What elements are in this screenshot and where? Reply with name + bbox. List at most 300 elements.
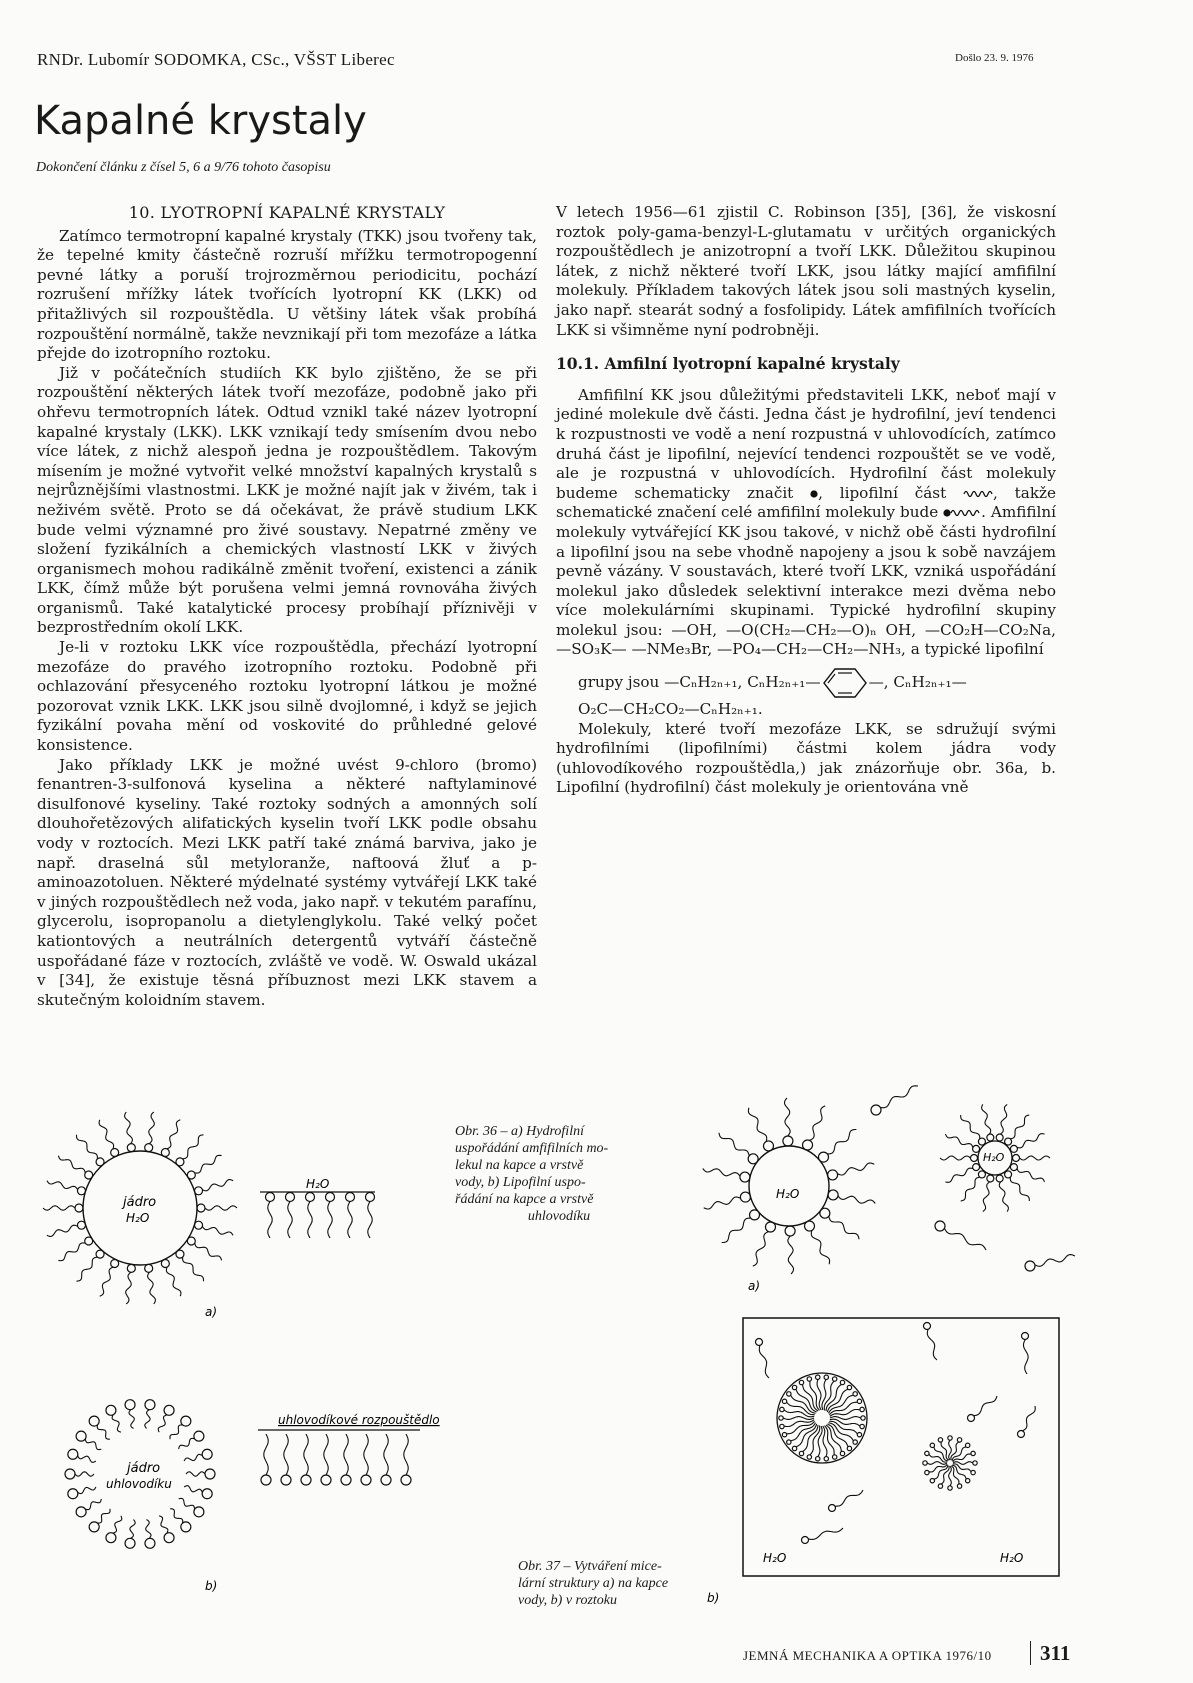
lipophilic-tail <box>159 1516 168 1533</box>
hydrophilic-head <box>1025 1261 1035 1271</box>
paragraph: V letech 1956—61 zjistil C. Robinson [35], [36], že viskosní roztok poly-gama-benzyl-L-glutamatu v určitých organických rozpouštědlech je anizotropní a tvoří LKK. Důležitou skupinou látek, z nichž některé tvoří LKK, jsou látky mající amfifilní molekuly. Příkladem takových látek jsou soli mastných kyselin, jako např. stearát sodný a fosfolipidy. Látek amfifilních tvořících LKK si všimněme nyní podrobněji. <box>556 203 1056 339</box>
lipophilic-tail <box>1023 1406 1036 1431</box>
hydrophilic-head <box>780 1424 784 1428</box>
lipophilic-tail <box>983 1182 990 1212</box>
hydrophilic-head <box>799 1451 803 1455</box>
hydrophilic-head <box>85 1237 93 1245</box>
hydrophilic-head <box>181 1522 191 1532</box>
lipophilic-tail <box>99 1120 114 1149</box>
hydrophilic-head <box>77 1187 85 1195</box>
hydrophilic-head <box>828 1170 838 1180</box>
hydrophilic-head <box>195 1221 203 1229</box>
paragraph-amfifilni <box>556 386 1056 660</box>
hydrophilic-head <box>818 1152 828 1162</box>
lipophilic-tail <box>825 1426 835 1455</box>
lipophilic-tail <box>838 1163 875 1175</box>
hydrophilic-head <box>923 1461 927 1465</box>
hydrophilic-head <box>187 1171 195 1179</box>
lipophilic-tail <box>944 1228 986 1250</box>
layer-label: H₂O <box>306 1177 330 1191</box>
hydrophilic-head <box>756 1339 763 1346</box>
hydrophilic-head <box>1005 1171 1012 1178</box>
lipophilic-tail <box>1010 1177 1029 1201</box>
hydrophilic-head <box>96 1158 104 1166</box>
lipophilic-tail <box>1035 1255 1075 1267</box>
lipophilic-tail <box>404 1434 408 1475</box>
hydrophilic-head <box>978 1138 985 1145</box>
lipophilic-tail <box>1001 1104 1008 1134</box>
hydrophilic-head <box>145 1400 155 1410</box>
hydrophilic-head <box>847 1446 851 1450</box>
lipophilic-tail <box>748 1108 766 1142</box>
hydrophilic-head <box>965 1443 969 1447</box>
lipophilic-tail <box>58 1156 85 1173</box>
hydrophilic-head <box>807 1377 811 1381</box>
lipophilic-tail <box>835 1490 863 1506</box>
hydrophilic-head <box>1022 1333 1029 1340</box>
hydrophilic-head <box>111 1259 119 1267</box>
left-column <box>37 203 537 1010</box>
lipophilic-tail <box>817 1379 821 1410</box>
lipophilic-tail <box>146 1520 151 1539</box>
lipophilic-tail <box>170 1509 183 1523</box>
author-line: RNDr. Lubomír SODOMKA, CSc., VŠST Liberec <box>37 50 395 69</box>
hydrophilic-head <box>968 1415 975 1422</box>
lipophilic-tail <box>75 1472 94 1476</box>
footer-divider <box>1030 1641 1031 1665</box>
hydrophilic-head <box>75 1204 83 1212</box>
hydrophilic-head <box>266 1193 275 1202</box>
journal-footer: JEMNÁ MECHANIKA A OPTIKA 1976/10 <box>743 1648 992 1663</box>
lipophilic-tail <box>927 1329 937 1360</box>
lipophilic-tail <box>129 1410 134 1429</box>
lipophilic-tail <box>167 1120 180 1149</box>
hydrophilic-head <box>161 1259 169 1267</box>
hydrophilic-head <box>787 1440 791 1444</box>
amphiphile-symbol-icon <box>943 508 981 518</box>
lipophilic-tail <box>183 1135 204 1159</box>
lipophilic-tail <box>788 1236 794 1274</box>
hydrophilic-head <box>973 1164 980 1171</box>
lipophilic-tail <box>149 1112 155 1144</box>
lipophilic-tail <box>759 1345 769 1378</box>
hydrophilic-head <box>971 1155 978 1162</box>
lipophilic-tail <box>1020 1156 1051 1160</box>
hydrophilic-head <box>785 1226 795 1236</box>
micelle-boundary <box>777 1373 867 1463</box>
hydrophilic-head <box>125 1538 135 1548</box>
hydrophilic-head <box>840 1380 844 1384</box>
hydrophilic-head <box>799 1380 803 1384</box>
figure-36b <box>30 1362 460 1602</box>
lipophilic-tail <box>58 1243 85 1261</box>
lipophilic-tail <box>268 1202 272 1239</box>
lipophilic-groups <box>556 666 1056 700</box>
hydrophilic-head <box>828 1190 838 1200</box>
lipophilic-tail <box>953 1464 971 1472</box>
hydrophilic-head <box>326 1193 335 1202</box>
lipophilic-symbol-icon <box>963 489 993 499</box>
solvent-label: H₂O <box>1000 1551 1024 1565</box>
hydrophilic-head <box>194 1431 204 1441</box>
hydrophilic-head <box>750 1210 760 1220</box>
lipophilic-tail <box>951 1466 959 1484</box>
hydrophilic-head <box>957 1484 961 1488</box>
benzene-ring-icon <box>821 666 869 700</box>
hydrophilic-head <box>740 1192 750 1202</box>
hydrophilic-head <box>971 1451 975 1455</box>
right-column <box>556 203 1056 798</box>
caption-line: lekul na kapce a vrstvě <box>455 1158 584 1173</box>
hydrophilic-head <box>971 1470 975 1474</box>
section-heading: 10. LYOTROPNÍ KAPALNÉ KRYSTALY <box>128 203 446 222</box>
hydrophilic-head <box>857 1432 861 1436</box>
lipophilic-tail <box>78 1456 96 1463</box>
hydrophilic-head <box>973 1145 980 1152</box>
lipophilic-tail <box>982 1104 991 1134</box>
lipophilic-tail <box>43 1206 75 1210</box>
hydrophilic-head <box>106 1533 116 1543</box>
lipophilic-tail <box>1024 1340 1029 1375</box>
solution-content <box>756 1323 1036 1544</box>
hydrophilic-head <box>832 1455 836 1459</box>
hydrophilic-head <box>286 1193 295 1202</box>
layer-label: uhlovodíkové rozpouštědlo <box>278 1413 440 1427</box>
lipophilic-tail <box>810 1381 820 1410</box>
water-layer <box>260 1192 375 1238</box>
hydrophilic-head <box>176 1250 184 1258</box>
lipophilic-tail <box>384 1434 388 1475</box>
hydrophilic-head <box>197 1204 205 1212</box>
lipophilic-tail <box>810 1106 826 1141</box>
lipophilic-tail <box>179 1438 195 1449</box>
hydrophilic-head <box>853 1392 857 1396</box>
hydrophilic-head <box>202 1449 212 1459</box>
hydrophilic-head <box>938 1484 942 1488</box>
hydrophilic-head <box>783 1136 793 1146</box>
hydrophilic-head <box>763 1141 773 1151</box>
hydrophilic-head <box>802 1537 809 1544</box>
lipophilic-tail <box>941 1466 949 1484</box>
hydrophilic-head <box>824 1457 828 1461</box>
lipophilic-tail <box>97 1425 110 1439</box>
lipophilic-tail <box>166 1267 181 1296</box>
hydrophilic-head <box>381 1475 391 1485</box>
hydrophilic-head <box>973 1461 977 1465</box>
figure-label: b) <box>707 1591 720 1605</box>
lipophilic-tail <box>1017 1134 1045 1148</box>
hydrophilic-head <box>205 1469 215 1479</box>
lipophilic-tail <box>113 1516 122 1533</box>
hydrophilic-head <box>824 1375 828 1379</box>
hydrophilic-head <box>816 1457 820 1461</box>
hydrophilic-head <box>938 1438 942 1442</box>
lipophilic-tail <box>202 1226 233 1235</box>
hydrophilic-groups: —OH, —O(CH₂—CH₂—O)ₙ OH, —CO₂H—CO₂Na, —SO₃K— —NMe₃Br, —PO₄—CH₂—CH₂—NH₃, a typické lipofilní <box>556 620 1057 659</box>
lipophilic-tail <box>195 1243 222 1260</box>
lipophilic-tail <box>1010 1115 1029 1139</box>
hydrophilic-head <box>803 1140 813 1150</box>
lipophilic-tail <box>100 1267 113 1296</box>
hydrophilic-head <box>306 1193 315 1202</box>
lipophilic-tail <box>184 1486 202 1493</box>
lipophilic-tail <box>186 1472 205 1476</box>
micelle-large <box>703 1098 875 1274</box>
hydrophilic-head <box>924 1323 931 1330</box>
lipophilic-tail <box>125 1112 133 1144</box>
page-number: 311 <box>1040 1641 1071 1665</box>
lipophilic-tail <box>324 1434 328 1475</box>
lipophilic-tail <box>195 1155 222 1173</box>
hydrophilic-head <box>996 1134 1003 1141</box>
hydrophilic-head <box>987 1175 994 1182</box>
caption-line: řádání na kapce a vrstvě <box>455 1192 594 1207</box>
hydrophilic-head <box>829 1505 836 1512</box>
lipophilic-tail <box>145 1410 150 1429</box>
container-frame <box>743 1318 1059 1576</box>
text-run: . Amfifilní molekuly vytvářející KK jsou takové, v nichž obě části hydrofilní a lipofilní jsou na sebe vhodně napojeny a jsou k sobě navzájem pevně vázány. V soustavách, které tvoří LKK, vzniká uspořádání molekul jako důsledek selektivní interakce mezi dvěma nebo více molekulárními skupinami. Typické hydrofilní skupiny molekul jsou: <box>556 503 1057 639</box>
hydrophilic-head <box>779 1416 783 1420</box>
lipophilic-tail <box>719 1133 749 1156</box>
lipophilic-tail <box>929 1464 947 1472</box>
hydrophilic-head <box>871 1105 881 1115</box>
lipophilic-tail <box>703 1169 740 1177</box>
lipophilic-tail <box>951 1442 959 1460</box>
lipophilic-tail <box>304 1434 308 1475</box>
hydrophilic-head <box>780 1407 784 1411</box>
lipophilic-tail <box>288 1202 292 1239</box>
hydrophilic-head <box>194 1507 204 1517</box>
hydrocarbon-layer <box>258 1430 420 1485</box>
hydrophilic-head <box>860 1407 864 1411</box>
hydrophilic-head <box>145 1538 155 1548</box>
figure-36a <box>30 1108 450 1328</box>
hydrophilic-head <box>782 1432 786 1436</box>
lipophilic-tail <box>112 1415 121 1432</box>
text-run: , takže schematické značení celé amfifilní molekuly bude <box>556 483 1057 522</box>
hydrophilic-head <box>341 1475 351 1485</box>
lipophilic-tail <box>308 1202 312 1239</box>
paragraph: Zatímco termotropní kapalné krystaly (TKK) jsou tvořeny tak, že tepelné kmity částečně rozruší mřížku termotropogenní pevné látky a poruší trojrozměrnou periodicitu, pochází rozrušení mřížky látek tvořících lyotropní KK (LKK) od přitažlivých sil rozpouštědla. U většiny látek však probíhá rozpouštění normálně, takže nevznikají při tom mezofáze a látka přejde do izotropního roztoku. <box>37 226 537 363</box>
figure-36-caption <box>455 1123 663 1225</box>
hydrophilic-head <box>77 1221 85 1229</box>
hydrophilic-head <box>111 1149 119 1157</box>
lipophilic-tail <box>929 1454 947 1462</box>
lipophilic-tail <box>183 1257 204 1281</box>
figure-37a <box>690 1078 1090 1308</box>
lipophilic-tail <box>179 1498 195 1509</box>
hydrophilic-head <box>125 1400 135 1410</box>
hydrophilic-symbol-icon <box>810 490 818 498</box>
hydrophilic-head <box>281 1475 291 1485</box>
lipophilic-tail <box>364 1434 368 1475</box>
hydrophilic-head <box>366 1193 375 1202</box>
lipophilic-tail <box>827 1130 856 1154</box>
text-run: grupy jsou —CₙH₂ₙ₊₁, CₙH₂ₙ₊₁— <box>578 673 821 692</box>
hydrophilic-head <box>1018 1431 1025 1438</box>
article-subtitle: Dokončení článku z čísel 5, 6 a 9/76 tohoto časopisu <box>36 160 331 175</box>
hydrophilic-head <box>987 1134 994 1141</box>
hydrophilic-head <box>957 1438 961 1442</box>
hydrophilic-head <box>765 1222 775 1232</box>
lipophilic-tail <box>940 1156 971 1160</box>
lipophilic-tail <box>811 1231 829 1265</box>
subsection-heading: 10.1. Amfilní lyotropní kapalné krystaly <box>556 354 900 374</box>
lipophilic-tail <box>170 1425 183 1439</box>
lipophilic-tail <box>158 1415 167 1432</box>
hydrophilic-head <box>930 1478 934 1482</box>
lipophilic-tail <box>818 1426 822 1457</box>
lipophilic-tail <box>284 1434 288 1475</box>
text-run: Amfifilní KK jsou důležitými představiteli LKK, neboť mají v jediné molekule dvě části. Jedna část je hydrofilní, jeví tendenci k rozpustnosti ve vodě a není rozpustná v uhlovodících, zatímco druhá část je lipofilní, nejevící tendenci rozpouštět se ve vodě, ale je rozpustná v uhlovodících. Hydrofilní část molekuly budeme schematicky značit <box>556 385 1056 502</box>
hydrophilic-head <box>840 1451 844 1455</box>
hydrophilic-head <box>89 1416 99 1426</box>
hydrophilic-head <box>145 1264 153 1272</box>
hydrophilic-head <box>807 1455 811 1459</box>
caption-line: vody, b) Lipofilní uspo- <box>455 1175 586 1190</box>
micelle-core <box>749 1146 829 1226</box>
lipophilic-tail <box>184 1454 202 1461</box>
free-molecules <box>871 1086 1075 1271</box>
hydrophilic-head <box>948 1486 952 1490</box>
lipophilic-tail <box>704 1197 741 1209</box>
hydrophilic-head <box>860 1424 864 1428</box>
hydrophilic-head <box>857 1399 861 1403</box>
hydrophilic-head <box>65 1469 75 1479</box>
hydrophilic-head <box>321 1475 331 1485</box>
lipophilic-tail <box>823 1426 827 1457</box>
figure-37-caption <box>518 1558 728 1609</box>
lipophilic-tail <box>85 1499 101 1510</box>
hydrophilic-head <box>740 1172 750 1182</box>
core-label: H₂O <box>126 1211 150 1225</box>
core-label: jádro <box>123 1195 157 1210</box>
lipophilic-tail <box>822 1379 826 1410</box>
micelle-label: H₂O <box>776 1187 800 1201</box>
lipophilic-tail <box>753 1232 769 1267</box>
hydrophilic-head <box>164 1533 174 1543</box>
hydrophilic-head <box>164 1405 174 1415</box>
hydrophilic-head <box>832 1377 836 1381</box>
lipophilic-tail <box>78 1487 96 1494</box>
hydrophilic-head <box>76 1507 86 1517</box>
paragraph: Molekuly, které tvoří mezofáze LKK, se sdružují svými hydrofilními (lipofilními) částmi kolem jádra vody (uhlovodíkového rozpouštědla,) jak znázorňuje obr. 36a, b. Lipofilní (hydrofilní) část molekuly je orientována vně <box>556 719 1056 797</box>
lipophilic-tail <box>808 1528 843 1539</box>
caption-line: lární struktury a) na kapce <box>518 1576 669 1591</box>
hydrophilic-head <box>187 1237 195 1245</box>
text-run: —, CₙH₂ₙ₊₁— <box>868 673 967 692</box>
lipophilic-tail <box>953 1454 971 1462</box>
lipophilic-tail <box>974 1396 997 1416</box>
core-label: uhlovodíku <box>106 1477 172 1491</box>
hydrophilic-head <box>202 1489 212 1499</box>
lipophilic-tail <box>130 1520 135 1539</box>
lipophilic-tail <box>126 1272 132 1304</box>
hydrophilic-head <box>68 1489 78 1499</box>
text-run: , lipofilní část <box>818 483 947 502</box>
hydrophilic-head <box>948 1436 952 1440</box>
lipophilic-tail <box>77 1257 98 1281</box>
hydrophilic-head <box>76 1431 86 1441</box>
core-label: jádro <box>127 1461 161 1476</box>
paragraph: Je-li v roztoku LKK více rozpouštědla, přechází lyotropní mezofáze do pravého izotropního roztoku. Podobně při ochlazování přesyceného roztoku lyotropní látkou je možné pozorovat vznik LKK. LKK jsou silně dvojlomné, i když se jejich fyzikální povaha mění od voskovité do průhledné gelové konsistence. <box>37 638 537 755</box>
figure-label: a) <box>748 1279 761 1293</box>
lipophilic-tail <box>829 1216 859 1239</box>
hydrophilic-head <box>127 1264 135 1272</box>
hydrophilic-head <box>925 1470 929 1474</box>
hydrophilic-head <box>161 1149 169 1157</box>
caption-line: Obr. 36 – a) Hydrofilní <box>455 1124 584 1139</box>
hydrophilic-head <box>127 1144 135 1152</box>
hydrophilic-head <box>145 1144 153 1152</box>
lipophilic-tail <box>202 1180 233 1191</box>
lipophilic-tail <box>348 1202 352 1239</box>
lipophilic-tail <box>722 1218 751 1242</box>
lipophilic-tail <box>961 1115 980 1139</box>
micelle-label: H₂O <box>983 1151 1005 1164</box>
hydrophilic-head <box>935 1221 945 1231</box>
lipophilic-tail <box>85 1439 101 1450</box>
hydrophilic-head <box>361 1475 371 1485</box>
lipophilic-tail <box>205 1206 237 1210</box>
hydrophilic-head <box>1010 1145 1017 1152</box>
lipophilic-tail <box>47 1225 78 1236</box>
hydrophilic-head <box>965 1478 969 1482</box>
hydrophilic-head <box>930 1443 934 1447</box>
lipophilic-tail <box>880 1086 918 1108</box>
lipophilic-tail <box>97 1509 110 1523</box>
hydrophilic-head <box>85 1171 93 1179</box>
lipophilic-tail <box>1017 1169 1045 1182</box>
hydrophilic-head <box>1010 1164 1017 1171</box>
caption-line: uhlovodíku <box>527 1209 591 1224</box>
hydrophilic-head <box>782 1399 786 1403</box>
hydrophilic-head <box>261 1475 271 1485</box>
figure-label: b) <box>205 1579 218 1593</box>
hydrophilic-head <box>401 1475 411 1485</box>
paragraph: Jako příklady LKK je možné uvést 9-chloro (bromo) fenantren-3-sulfonová kyselina a některé naftylaminové disulfonové kyseliny. Také roztoky sodných a amonných solí dlouhořetězových alifatických kyselin tvoří LKK podle obsahu vody v roztocích. Mezi LKK patří také známá barviva, jako je např. draselná sůl metyloranže, naftoová žluť a p-aminoazotoluen. Některé mýdelnaté systémy vytvářejí LKK také v jiných rozpouštědlech než voda, jako např. v tekutém parafínu, glycerolu, isopropanolu a dietylenglykolu. Také velký počet kationtových a neutrálních detergentů vytváří částečně uspořádané fáze v roztocích, zvláště ve vodě. W. Oswald ukázal v [34], že existuje těsná příbuznost mezi LKK stavem a skutečným koloidním stavem. <box>37 755 537 1009</box>
hydrophilic-head <box>996 1175 1003 1182</box>
hydrophilic-head <box>106 1405 116 1415</box>
lipophilic-tail <box>941 1442 949 1460</box>
hydrophilic-head <box>195 1187 203 1195</box>
hydrophilic-head <box>861 1416 865 1420</box>
figure-37b <box>707 1308 1065 1610</box>
lipophilic-tail <box>47 1181 78 1190</box>
lipophilic-tail <box>264 1434 268 1475</box>
hydrophilic-head <box>792 1385 796 1389</box>
lipophilic-tail <box>77 1135 98 1159</box>
formula-line: O₂C—CH₂CO₂—CₙH₂ₙ₊₁. <box>578 700 763 719</box>
hydrophilic-head <box>301 1475 311 1485</box>
caption-line: Obr. 37 – Vytváření mice- <box>518 1559 662 1574</box>
caption-line: vody, b) v roztoku <box>518 1593 618 1608</box>
lipophilic-tail <box>785 1098 791 1136</box>
lipophilic-tail <box>328 1202 332 1239</box>
paragraph: Již v počátečních studiích KK bylo zjištěno, že se při rozpouštění některých látek tvoří mezofáze, podobně jako při ohřevu termotropních látek. Odtud vznikl také název lyotropní kapalné krystaly (LKK). LKK vznikají tedy smísením dvou nebo více látek, z nichž alespoň jedna je rozpouštědlem. Takovým mísením je možné vytvořit velké množství kapalných krystalů s nejrůznějšími vlastnostmi. LKK je možné najít jak v živém, tak i neživém světě. Proto se dá očekávat, že právě studium LKK bude velmi významné pro živé soustavy. Nepatrné změny ve složení fyzikálních a chemických vlastností LKK v živých organismech mohou radikálně změnit tvoření, existenci a zánik LKK, čímž může být porušena velmi jemná rovnováha živých organismů. Také katalytické procesy probíhají příznivěji v bezprostředním okolí LKK. <box>37 363 537 637</box>
solvent-label: H₂O <box>763 1551 787 1565</box>
hydrophilic-head <box>816 1375 820 1379</box>
figure-label: a) <box>205 1305 218 1319</box>
lipophilic-tail <box>999 1182 1008 1212</box>
hydrophilic-head <box>925 1451 929 1455</box>
lipophilic-tail <box>961 1177 980 1201</box>
caption-line: uspořádání amfifilních mo- <box>455 1141 609 1156</box>
lipophilic-tail <box>838 1196 875 1204</box>
hydrophilic-head <box>1013 1155 1020 1162</box>
lipophilic-tail <box>945 1134 973 1147</box>
lipophilic-tail <box>148 1272 156 1304</box>
